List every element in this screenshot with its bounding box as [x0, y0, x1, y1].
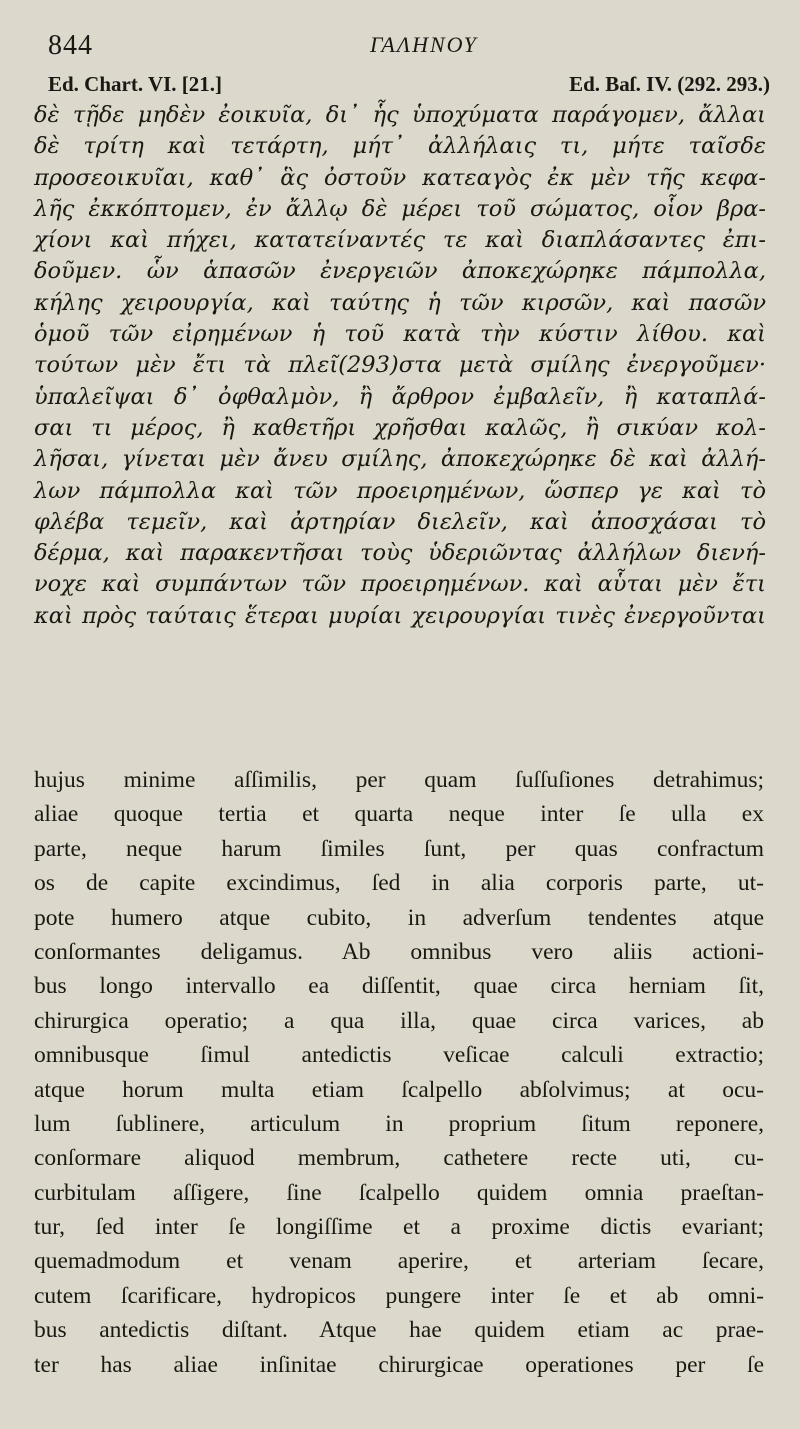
greek-text-line: λῆς ἐκκόπτομεν, ἐν ἄλλῳ δὲ μέρει τοῦ σώματος, οἷον βρα- — [34, 195, 766, 222]
edition-reference-chartier: Ed. Chart. VI. [21.] — [48, 72, 223, 96]
page-header — [40, 26, 772, 66]
greek-text-line: νοχε καὶ συμπάντων τῶν προειρημένων. καὶ αὗται μὲν ἔτι — [34, 571, 766, 598]
latin-text-line: pote humero atque cubito, in adverſum tendentes atque — [34, 904, 764, 931]
latin-text-line: ter has aliae inſinitae chirurgicae operationes per ſe — [34, 1351, 764, 1378]
greek-text-line: δὲ τῇδε μηδὲν ἐοικυῖα, δι᾽ ἧς ὑποχύματα παράγομεν, ἄλλαι — [34, 102, 766, 128]
greek-text-line: ὑπαλεῖψαι δ᾽ ὀφθαλμὸν, ἢ ἄρθρον ἐμβαλεῖν, ἢ καταπλά- — [34, 383, 766, 410]
greek-text-line: τούτων μὲν ἔτι τὰ πλεῖ(293)στα μετὰ σμίλης ἐνεργοῦμεν· — [34, 352, 766, 379]
greek-text-line: δὲ τρίτη καὶ τετάρτη, μήτ᾽ ἀλλήλαις τι, μήτε ταῖσδε — [34, 133, 766, 160]
greek-text-line: καὶ πρὸς ταύταις ἕτεραι μυρίαι χειρουργίαι τινὲς ἐνεργοῦνται — [34, 602, 766, 629]
latin-text-line: os de capite excindimus, ſed in alia corporis parte, ut- — [34, 870, 764, 897]
latin-text-line: aliae quoque tertia et quarta neque inter ſe ulla ex — [34, 801, 764, 828]
greek-text-line: φλέβα τεμεῖν, καὶ ἀρτηρίαν διελεῖν, καὶ ἀποσχάσαι τὸ — [34, 508, 766, 535]
greek-text-line: λων πάμπολλα καὶ τῶν προειρημένων, ὥσπερ γε καὶ τὸ — [34, 477, 766, 504]
latin-text-line: bus longo intervallo ea diſſentit, quae circa herniam ſit, — [34, 973, 764, 1000]
greek-text-line: σαι τι μέρος, ἢ καθετῆρι χρῆσθαι καλῶς, ἢ σικύαν κολ- — [34, 414, 766, 441]
greek-text-line: δοῦμεν. ὧν ἁπασῶν ἐνεργειῶν ἀποκεχώρηκε πάμπολλα, — [34, 258, 766, 285]
latin-text-line: cutem ſcarificare, hydropicos pungere inter ſe et ab omni- — [34, 1282, 764, 1309]
latin-text-line: parte, neque harum ſimiles ſunt, per quas confractum — [34, 835, 764, 862]
latin-text-line: atque horum multa etiam ſcalpello abſolvimus; at ocu- — [34, 1076, 764, 1103]
latin-text-line: curbitulam aſſigere, ſine ſcalpello quidem omnia praeſtan- — [34, 1179, 764, 1206]
greek-text-line: λῆσαι, γίνεται μὲν ἄνευ σμίλης, ἀποκεχώρηκε δὲ καὶ ἀλλή- — [34, 446, 766, 473]
greek-text-line: δέρμα, καὶ παρακεντῆσαι τοὺς ὑδεριῶντας ἀλλήλων διενή- — [34, 540, 766, 567]
greek-text-line: χίονι καὶ πήχει, κατατείναντές τε καὶ διαπλάσαντες ἐπι- — [34, 227, 766, 254]
latin-text-line: lum ſublinere, articulum in proprium ſitum reponere, — [34, 1110, 764, 1137]
greek-text-line: προσεοικυῖαι, καθ᾽ ἃς ὀστοῦν κατεαγὸς ἐκ μὲν τῆς κεφα- — [34, 164, 766, 191]
latin-text-block — [34, 763, 764, 1382]
latin-text-line: tur, ſed inter ſe longiſſime et a proxime dictis evariant; — [34, 1214, 764, 1241]
latin-text-line: chirurgica operatio; a qua illa, quae circa varices, ab — [34, 1007, 764, 1034]
edition-reference-basel: Ed. Baſ. IV. (292. 293.) — [569, 72, 770, 96]
latin-text-line: omnibusque ſimul antedictis veſicae calculi extractio; — [34, 1042, 764, 1069]
running-title: ΓΑΛΗΝΟΥ — [370, 32, 478, 57]
latin-text-line: conſormantes deligamus. Ab omnibus vero aliis actioni- — [34, 938, 764, 965]
latin-text-line: hujus minime aſſimilis, per quam ſuſſuſiones detrahimus; — [34, 767, 764, 793]
greek-text-line: ὁμοῦ τῶν εἰρημένων ἡ τοῦ κατὰ τὴν κύστιν λίθου. καὶ — [34, 321, 766, 348]
edition-references — [48, 72, 770, 102]
latin-text-line: bus antedictis diſtant. Atque hae quidem etiam ac prae- — [34, 1317, 764, 1344]
greek-text-line: κήλης χειρουργία, καὶ ταύτης ἡ τῶν κιρσῶν, καὶ πασῶν — [34, 289, 766, 316]
latin-text-line: conſormare aliquod membrum, cathetere recte uti, cu- — [34, 1145, 764, 1172]
page-number: 844 — [48, 30, 93, 61]
greek-text-block — [34, 100, 766, 632]
latin-text-line: quemadmodum et venam aperire, et arteriam ſecare, — [34, 1248, 764, 1275]
